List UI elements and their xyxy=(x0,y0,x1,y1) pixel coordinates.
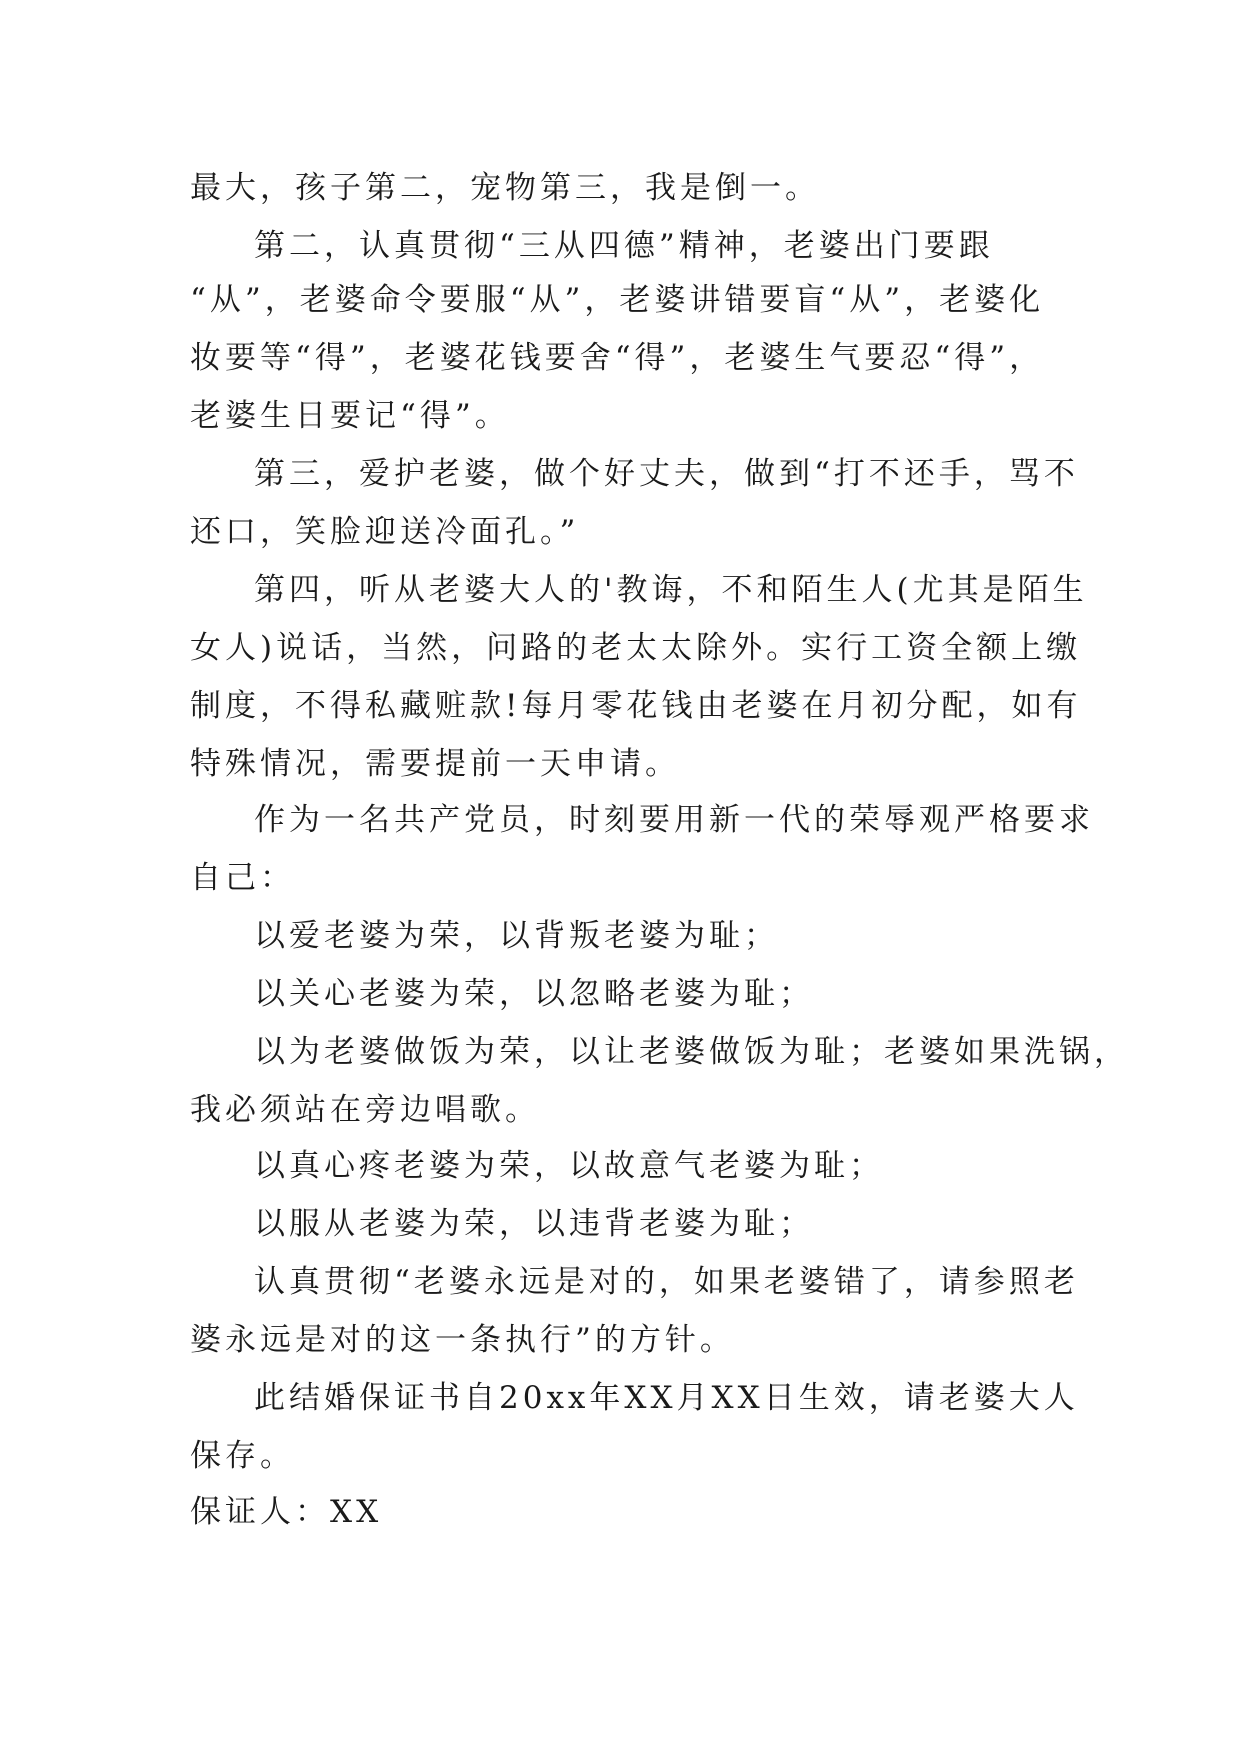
text-line: 特殊情况，需要提前一天申请。 xyxy=(190,746,680,782)
text-line: 保存。 xyxy=(190,1438,295,1474)
text-line: 以服从老婆为荣，以违背老婆为耻； xyxy=(254,1206,814,1242)
text-line: 女人)说话，当然，问路的老太太除外。实行工资全额上缴 xyxy=(190,630,1082,666)
signature-line: 保证人：XX xyxy=(190,1494,383,1530)
text-line: 婆永远是对的这一条执行”的方针。 xyxy=(190,1322,735,1358)
text-line: 老婆生日要记“得”。 xyxy=(190,398,510,434)
text-line: “从”，老婆命令要服“从”，老婆讲错要盲“从”，老婆化 xyxy=(190,282,1045,318)
text-line: 最大，孩子第二，宠物第三，我是倒一。 xyxy=(190,170,820,206)
text-line: 以真心疼老婆为荣，以故意气老婆为耻； xyxy=(254,1148,884,1184)
text-line: 以为老婆做饭为荣，以让老婆做饭为耻；老婆如果洗锅， xyxy=(254,1034,1129,1070)
text-line: 作为一名共产党员，时刻要用新一代的荣辱观严格要求 xyxy=(254,802,1094,838)
text-line: 妆要等“得”，老婆花钱要舍“得”，老婆生气要忍“得”， xyxy=(190,340,1045,376)
text-line: 认真贯彻“老婆永远是对的，如果老婆错了，请参照老 xyxy=(254,1264,1079,1300)
text-line: 第二，认真贯彻“三从四德”精神，老婆出门要跟 xyxy=(254,228,994,264)
text-line: 制度，不得私藏赃款!每月零花钱由老婆在月初分配，如有 xyxy=(190,688,1082,724)
text-line: 第四，听从老婆大人的'教诲，不和陌生人(尤其是陌生 xyxy=(254,572,1088,608)
text-line: 自己： xyxy=(190,860,295,896)
text-line: 还口，笑脸迎送冷面孔。” xyxy=(190,514,580,550)
text-line: 以爱老婆为荣，以背叛老婆为耻； xyxy=(254,918,779,954)
text-line: 此结婚保证书自20xx年XX月XX日生效，请老婆大人 xyxy=(254,1380,1079,1416)
text-line: 我必须站在旁边唱歌。 xyxy=(190,1092,540,1128)
text-line: 以关心老婆为荣，以忽略老婆为耻； xyxy=(254,976,814,1012)
text-line: 第三，爱护老婆，做个好丈夫，做到“打不还手，骂不 xyxy=(254,456,1079,492)
